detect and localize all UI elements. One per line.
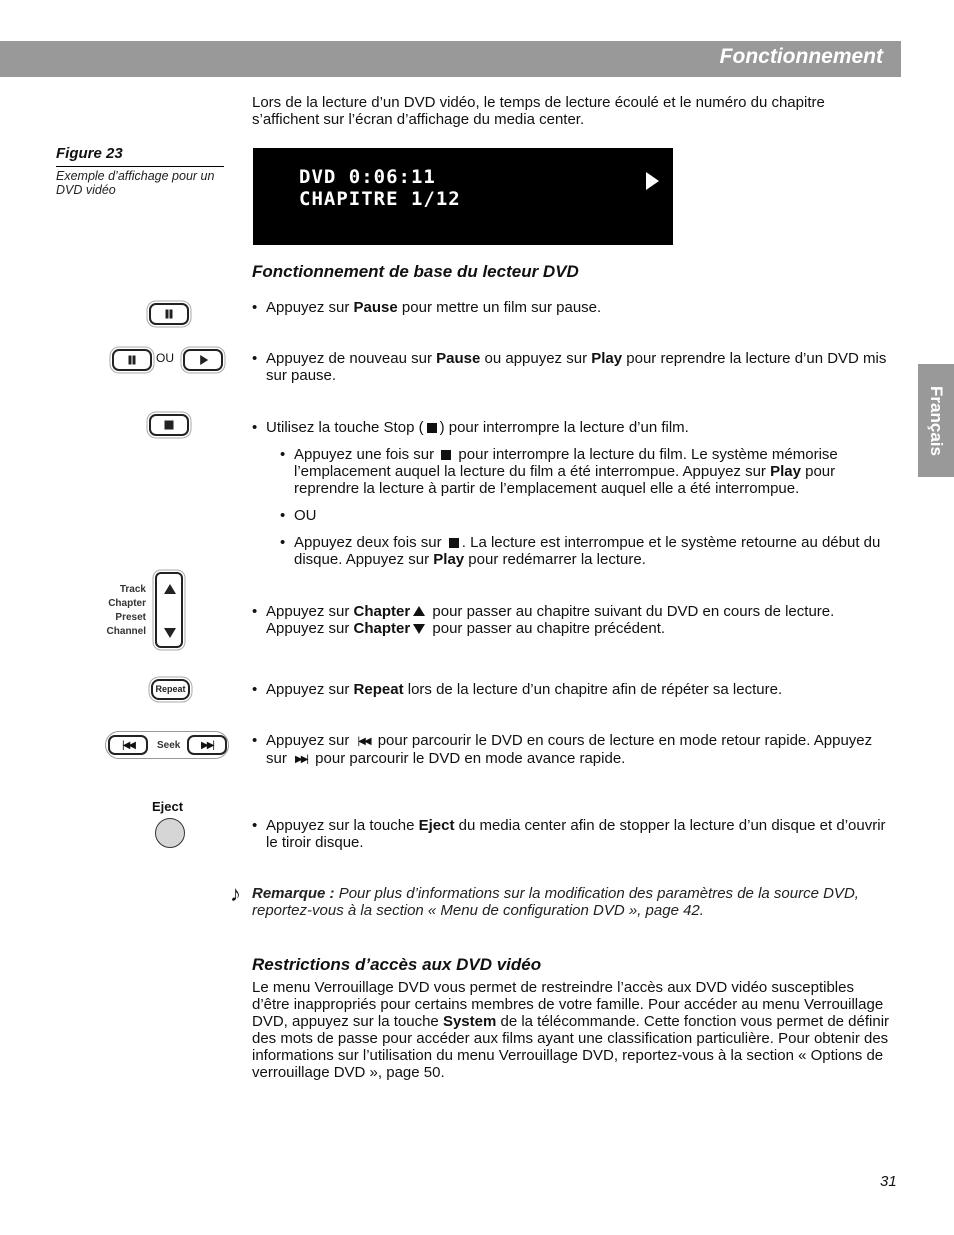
repeat-button-icon — [151, 679, 190, 700]
eject-button-icon — [155, 818, 185, 848]
fast-forward-icon: ▶▶| — [295, 754, 307, 765]
chevron-down-icon — [413, 624, 425, 634]
eject-label: Eject — [152, 799, 184, 814]
rocker-labels — [98, 583, 146, 639]
repeat-label: Repeat — [155, 684, 186, 694]
preset-label: Preset — [115, 612, 146, 623]
figure-rule — [56, 166, 224, 167]
language-tab — [918, 364, 954, 477]
stop-button-icon — [149, 414, 189, 436]
or-label: OU — [156, 351, 174, 365]
stop-icon — [165, 421, 174, 430]
restrictions-paragraph: Le menu Verrouillage DVD vous permet de restreindre l’accès aux DVD vidéo susceptibles d’être inappropriés pour certains membres de votre famille. Pour accéder au menu Verrouillage DVD, appuyez sur la touche System de la télécommande. Cette fonction vous permet de définir des mots de passe pour accéder aux films ayant une classification particulière. Pour obtenir des informations sur l’utilisation du menu Verrouillage DVD, reportez-vous à la section « Options de verrouillage DVD », page 50. — [252, 979, 890, 1081]
chapter-label: Chapter — [108, 598, 146, 609]
pause-button-icon-2 — [112, 349, 152, 371]
section-heading-restrictions: Restrictions d’accès aux DVD vidéo — [252, 955, 542, 974]
remark-note: Remarque : Pour plus d’informations sur la modification des paramètres de la source DVD, reportez-vous à la section « Menu de configuration DVD », page 42. — [252, 885, 859, 919]
bullet-eject: • Appuyez sur la touche Eject du media center afin de stopper la lecture d’un disque et d’ouvrir le tiroir disque. — [252, 817, 886, 851]
fast-forward-button-icon — [187, 735, 227, 755]
chapter-rocker-icon — [155, 572, 183, 648]
language-tab-label: Français — [927, 385, 946, 456]
bullet-stop: • Utilisez la touche Stop ( ) pour interrompre la lecture d’un film. — [252, 419, 689, 436]
bullet-pause: • Appuyez sur Pause pour mettre un film sur pause. — [252, 299, 602, 316]
stop-icon — [441, 450, 451, 460]
rewind-icon: |◀◀ — [357, 736, 370, 747]
bullet-chapter: • Appuyez sur Chapter pour passer au chapitre suivant du DVD en cours de lecture. Appuyez sur Chapter pour passer au chapitre précédent. — [252, 603, 835, 637]
sub-bullet-stop-once: • Appuyez une fois sur pour interrompre la lecture du film. Le système mémorise l’emplacement auquel la lecture du film a été interrompue. Appuyez sur Play pour reprendre la lecture à partir de l’emplacement auquel elle a été interrompue. — [280, 446, 838, 497]
sub-bullet-stop-twice: • Appuyez deux fois sur . La lecture est interrompue et le système retourne au début du disque. Appuyez sur Play pour redémarrer la lecture. — [280, 534, 881, 568]
pause-icon — [166, 310, 173, 319]
channel-label: Channel — [106, 626, 146, 637]
intro-paragraph: Lors de la lecture d’un DVD vidéo, le temps de lecture écoulé et le numéro du chapitre s’affichent sur l’écran d’affichage du media center. — [252, 94, 825, 128]
pause-button-icon — [149, 303, 189, 325]
rewind-icon: |◀◀ — [122, 740, 134, 751]
page-number: 31 — [880, 1173, 897, 1190]
sub-bullet-or: • OU — [280, 507, 317, 524]
track-label: Track — [119, 584, 146, 595]
bullet-seek: • Appuyez sur |◀◀ pour parcourir le DVD en cours de lecture en mode retour rapide. Appuyez sur ▶▶| pour parcourir le DVD en mode avance rapide. — [252, 732, 873, 767]
figure-label: Figure 23 — [56, 145, 123, 162]
play-indicator-icon — [646, 172, 659, 190]
page-title: Fonctionnement — [719, 45, 883, 68]
section-heading-basic-operation: Fonctionnement de base du lecteur DVD — [252, 262, 579, 281]
display-line-2: CHAPITRE 1/12 — [299, 188, 461, 210]
fast-forward-icon: ▶▶| — [201, 740, 213, 751]
rewind-button-icon — [108, 735, 148, 755]
header-bar — [0, 41, 901, 77]
dvd-display-figure — [253, 148, 673, 245]
display-line-1: DVD 0:06:11 — [299, 166, 436, 188]
music-note-icon: ♪ — [230, 881, 241, 906]
chevron-down-icon — [164, 628, 176, 638]
stop-icon — [427, 423, 437, 433]
bullet-resume: • Appuyez de nouveau sur Pause ou appuyez sur Play pour reprendre la lecture d’un DVD mis sur pause. — [252, 350, 887, 384]
play-button-icon — [183, 349, 223, 371]
chevron-up-icon — [164, 584, 176, 594]
play-icon — [200, 355, 208, 365]
stop-icon — [449, 538, 459, 548]
chevron-up-icon — [413, 606, 425, 616]
bullet-repeat: • Appuyez sur Repeat lors de la lecture d’un chapitre afin de répéter sa lecture. — [252, 681, 783, 698]
seek-control-icon — [105, 731, 229, 759]
pause-icon — [129, 356, 136, 365]
figure-caption: Exemple d’affichage pour un DVD vidéo — [56, 169, 215, 197]
seek-label: Seek — [157, 740, 181, 751]
